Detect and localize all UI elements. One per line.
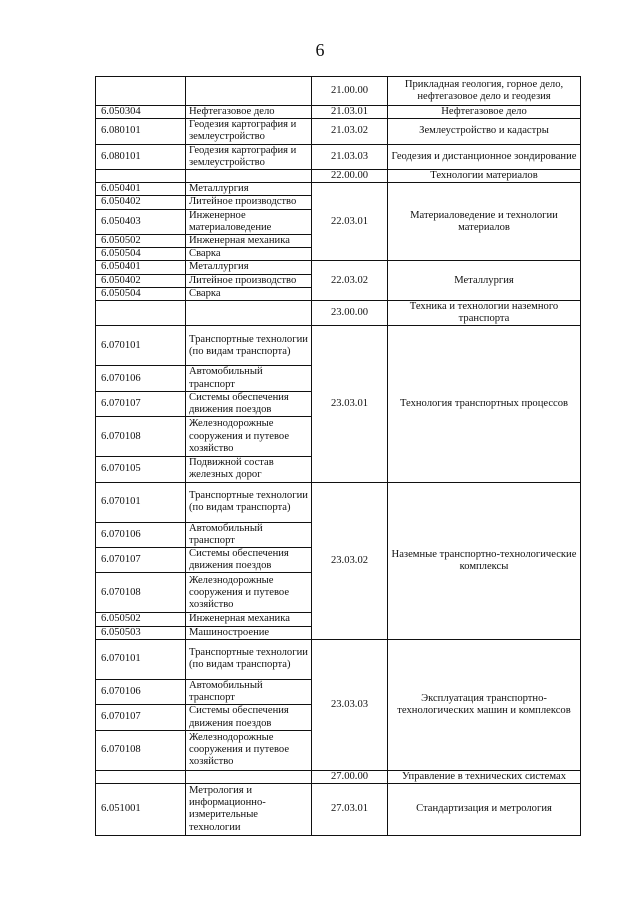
table-row xyxy=(96,639,581,679)
old-code-cell: 6.050304 xyxy=(96,106,186,119)
old-code-cell: 6.050502 xyxy=(96,613,186,626)
old-name-cell xyxy=(186,770,312,783)
old-name-cell xyxy=(186,77,312,106)
old-code-cell: 6.070107 xyxy=(96,391,186,416)
old-name-cell: Автомобильный транспорт xyxy=(186,522,312,547)
old-name-cell: Системы обеспечения движения поездов xyxy=(186,391,312,416)
table-row xyxy=(96,261,581,274)
old-name-cell: Железнодорожные сооружения и путевое хозяйство xyxy=(186,417,312,457)
old-code-cell: 6.051001 xyxy=(96,783,186,835)
old-code-cell: 6.050402 xyxy=(96,196,186,209)
old-code-cell: 6.050403 xyxy=(96,209,186,234)
new-code-cell: 21.03.02 xyxy=(312,119,388,144)
old-name-cell xyxy=(186,301,312,326)
new-name-cell: Землеустройство и кадастры xyxy=(388,119,581,144)
old-code-cell: 6.070106 xyxy=(96,679,186,704)
new-code-cell: 22.00.00 xyxy=(312,170,388,183)
old-name-cell: Системы обеспечения движения поездов xyxy=(186,548,312,573)
old-code-cell: 6.070107 xyxy=(96,705,186,730)
old-name-cell: Метрология и информационно-измерительные технологии xyxy=(186,783,312,835)
new-name-cell: Металлургия xyxy=(388,261,581,301)
new-name-cell: Геодезия и дистанционное зондирование xyxy=(388,144,581,169)
table-row xyxy=(96,482,581,522)
old-code-cell: 6.070106 xyxy=(96,366,186,391)
old-code-cell: 6.050503 xyxy=(96,626,186,639)
old-code-cell: 6.050504 xyxy=(96,287,186,300)
old-name-cell: Системы обеспечения движения поездов xyxy=(186,705,312,730)
new-name-cell: Нефтегазовое дело xyxy=(388,106,581,119)
old-code-cell: 6.070106 xyxy=(96,522,186,547)
old-name-cell: Инженерное материаловедение xyxy=(186,209,312,234)
new-code-cell: 27.03.01 xyxy=(312,783,388,835)
old-name-cell: Автомобильный транспорт xyxy=(186,366,312,391)
old-code-cell: 6.070105 xyxy=(96,457,186,482)
old-code-cell: 6.070101 xyxy=(96,326,186,366)
old-name-cell: Автомобильный транспорт xyxy=(186,679,312,704)
table-body xyxy=(96,77,581,836)
page-number: 6 xyxy=(315,40,325,60)
new-name-cell: Стандартизация и метрология xyxy=(388,783,581,835)
old-name-cell: Транспортные технологии (по видам транспорта) xyxy=(186,326,312,366)
old-name-cell: Железнодорожные сооружения и путевое хозяйство xyxy=(186,730,312,770)
old-code-cell: 6.070101 xyxy=(96,482,186,522)
table-row xyxy=(96,119,581,144)
table-row xyxy=(96,106,581,119)
old-code-cell: 6.050401 xyxy=(96,183,186,196)
new-code-cell: 21.03.01 xyxy=(312,106,388,119)
new-name-cell: Управление в технических системах xyxy=(388,770,581,783)
new-code-cell: 22.03.01 xyxy=(312,183,388,261)
old-name-cell xyxy=(186,170,312,183)
old-name-cell: Транспортные технологии (по видам транспорта) xyxy=(186,639,312,679)
old-code-cell: 6.080101 xyxy=(96,144,186,169)
old-name-cell: Сварка xyxy=(186,287,312,300)
specialties-table xyxy=(95,76,581,836)
old-code-cell: 6.050502 xyxy=(96,235,186,248)
old-code-cell xyxy=(96,301,186,326)
old-name-cell: Геодезия картография и землеустройство xyxy=(186,119,312,144)
old-name-cell: Сварка xyxy=(186,248,312,261)
old-code-cell: 6.050504 xyxy=(96,248,186,261)
old-code-cell: 6.070108 xyxy=(96,573,186,613)
new-code-cell: 27.00.00 xyxy=(312,770,388,783)
old-code-cell xyxy=(96,170,186,183)
old-code-cell: 6.070107 xyxy=(96,548,186,573)
new-code-cell: 23.03.02 xyxy=(312,482,388,639)
old-code-cell xyxy=(96,77,186,106)
table-row xyxy=(96,77,581,106)
new-name-cell: Материаловедение и технологии материалов xyxy=(388,183,581,261)
old-name-cell: Инженерная механика xyxy=(186,613,312,626)
new-name-cell: Прикладная геология, горное дело, нефтегазовое дело и геодезия xyxy=(388,77,581,106)
specialties-table-wrapper xyxy=(95,76,580,836)
new-code-cell: 23.03.03 xyxy=(312,639,388,770)
old-code-cell: 6.050401 xyxy=(96,261,186,274)
new-name-cell: Техника и технологии наземного транспорта xyxy=(388,301,581,326)
old-code-cell: 6.070108 xyxy=(96,730,186,770)
new-name-cell: Технологии материалов xyxy=(388,170,581,183)
old-code-cell: 6.070108 xyxy=(96,417,186,457)
new-name-cell: Эксплуатация транспортно-технологических машин и комплексов xyxy=(388,639,581,770)
old-name-cell: Геодезия картография и землеустройство xyxy=(186,144,312,169)
new-code-cell: 21.00.00 xyxy=(312,77,388,106)
new-code-cell: 23.00.00 xyxy=(312,301,388,326)
old-name-cell: Машиностроение xyxy=(186,626,312,639)
new-code-cell: 22.03.02 xyxy=(312,261,388,301)
old-name-cell: Металлургия xyxy=(186,183,312,196)
old-name-cell: Литейное производство xyxy=(186,274,312,287)
new-code-cell: 21.03.03 xyxy=(312,144,388,169)
new-code-cell: 23.03.01 xyxy=(312,326,388,482)
old-name-cell: Подвижной состав железных дорог xyxy=(186,457,312,482)
old-code-cell xyxy=(96,770,186,783)
table-row xyxy=(96,326,581,366)
old-name-cell: Литейное производство xyxy=(186,196,312,209)
old-name-cell: Металлургия xyxy=(186,261,312,274)
old-name-cell: Железнодорожные сооружения и путевое хозяйство xyxy=(186,573,312,613)
table-row xyxy=(96,170,581,183)
old-code-cell: 6.070101 xyxy=(96,639,186,679)
old-code-cell: 6.080101 xyxy=(96,119,186,144)
new-name-cell: Технология транспортных процессов xyxy=(388,326,581,482)
table-row xyxy=(96,783,581,835)
table-row xyxy=(96,183,581,196)
old-name-cell: Нефтегазовое дело xyxy=(186,106,312,119)
old-name-cell: Инженерная механика xyxy=(186,235,312,248)
new-name-cell: Наземные транспортно-технологические комплексы xyxy=(388,482,581,639)
old-name-cell: Транспортные технологии (по видам транспорта) xyxy=(186,482,312,522)
table-row xyxy=(96,301,581,326)
old-code-cell: 6.050402 xyxy=(96,274,186,287)
table-row xyxy=(96,144,581,169)
table-row xyxy=(96,770,581,783)
